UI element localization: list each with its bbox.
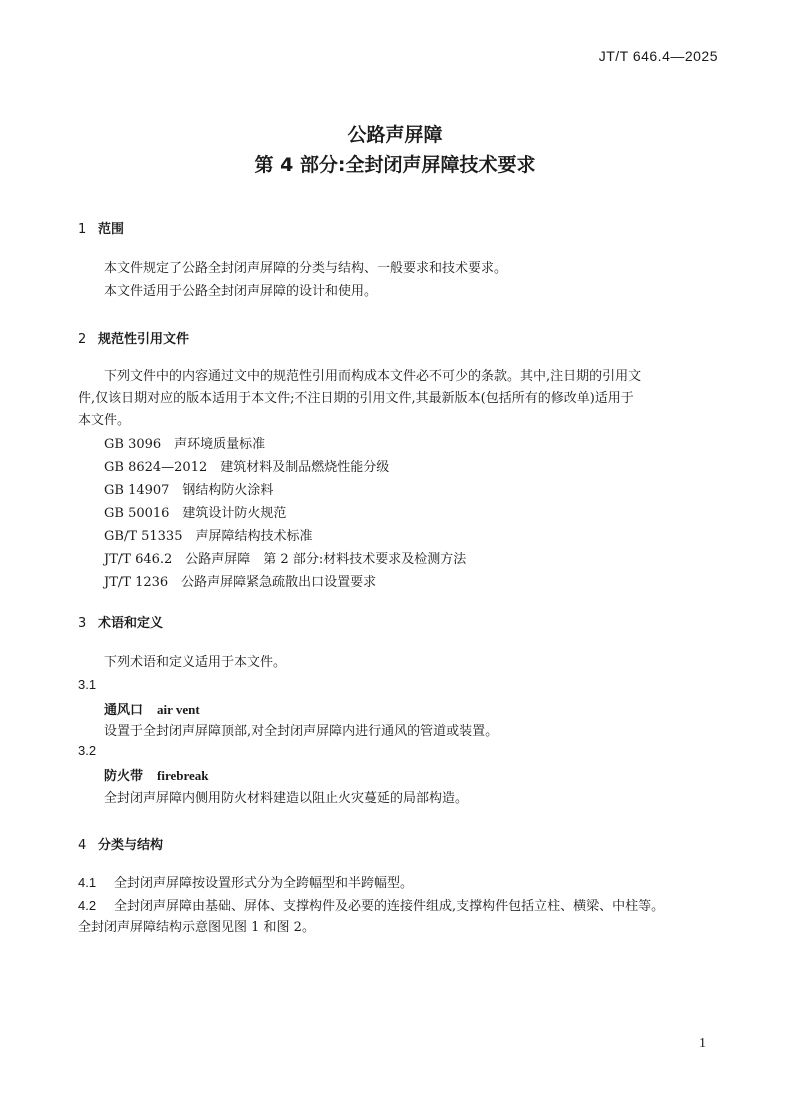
section-number: 2: [78, 332, 87, 347]
term-zh: 通风口: [104, 703, 144, 718]
section-number: 4: [78, 838, 87, 853]
term-en: air vent: [157, 702, 200, 717]
scope-paragraph: 本文件适用于公路全封闭声屏障的设计和使用。: [104, 284, 378, 299]
page-number: 1: [699, 1036, 706, 1051]
section-heading-normative-references: [78, 328, 189, 347]
term-number: 3.2: [78, 743, 97, 758]
reference-item: GB 50016 建筑设计防火规范: [104, 506, 287, 521]
normative-intro-line: 下列文件中的内容通过文中的规范性引用而构成本文件必不可少的条款。其中,注日期的引用文: [104, 369, 642, 384]
clause-number: 4.2: [78, 898, 97, 913]
section-title: 范围: [98, 222, 125, 237]
term-definition: 设置于全封闭声屏障顶部,对全封闭声屏障内进行通风的管道或装置。: [104, 724, 499, 739]
section-title: 术语和定义: [98, 616, 164, 631]
reference-item: GB/T 51335 声屏障结构技术标准: [104, 529, 313, 544]
clause-number: 4.1: [78, 875, 97, 890]
clause-continuation: 全封闭声屏障结构示意图见图 1 和图 2。: [78, 920, 315, 935]
term-zh: 防火带: [104, 769, 144, 784]
term-heading: [104, 699, 200, 718]
document-subtitle: 第 4 部分:全封闭声屏障技术要求: [254, 154, 536, 176]
normative-intro-line: 本文件。: [78, 413, 131, 428]
terms-intro: 下列术语和定义适用于本文件。: [104, 655, 287, 670]
section-heading-classification: [78, 834, 163, 853]
term-number: 3.1: [78, 677, 97, 692]
term-en: firebreak: [157, 768, 209, 783]
scope-paragraph: 本文件规定了公路全封闭声屏障的分类与结构、一般要求和技术要求。: [104, 261, 508, 276]
term-heading: [104, 765, 209, 784]
section-number: 3: [78, 616, 87, 631]
section-title: 分类与结构: [98, 838, 164, 853]
clause-paragraph: [78, 895, 738, 917]
standard-code: JT/T 646.4—2025: [598, 48, 718, 64]
reference-item: GB 14907 钢结构防火涂料: [104, 483, 274, 498]
clause-text: 全封闭声屏障由基础、屏体、支撑构件及必要的连接件组成,支撑构件包括立柱、横梁、中柱等。: [114, 899, 665, 914]
reference-item: JT/T 1236 公路声屏障紧急疏散出口设置要求: [104, 575, 377, 590]
document-title: 公路声屏障: [347, 124, 443, 146]
section-heading-scope: [78, 218, 124, 237]
reference-item: GB 3096 声环境质量标准: [104, 437, 266, 452]
clause-text: 全封闭声屏障按设置形式分为全跨幅型和半跨幅型。: [114, 876, 414, 891]
reference-item: JT/T 646.2 公路声屏障 第 2 部分:材料技术要求及检测方法: [104, 552, 467, 567]
reference-item: GB 8624—2012 建筑材料及制品燃烧性能分级: [104, 460, 390, 475]
normative-intro-line: 件,仅该日期对应的版本适用于本文件;不注日期的引用文件,其最新版本(包括所有的修改单)适用于: [78, 391, 634, 406]
section-title: 规范性引用文件: [98, 332, 190, 347]
clause-paragraph: [78, 872, 738, 894]
section-number: 1: [78, 222, 87, 237]
term-definition: 全封闭声屏障内侧用防火材料建造以阻止火灾蔓延的局部构造。: [104, 791, 469, 806]
section-heading-terms: [78, 612, 163, 631]
